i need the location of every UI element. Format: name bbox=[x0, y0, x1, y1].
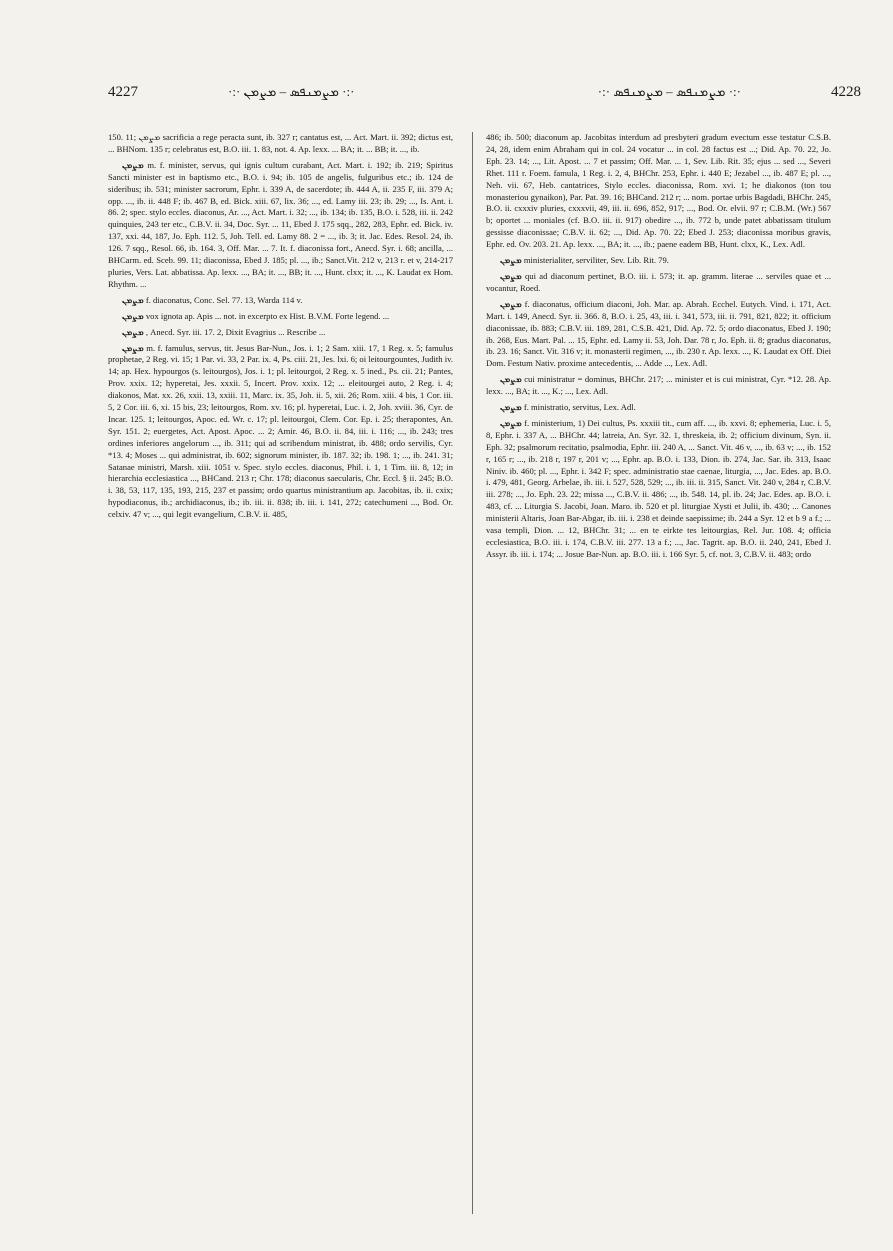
entry-text: f. diaconatus, officium diaconi, Joh. Mar. ap. Abrah. Ecchel. Eutych. Vind. i. 171, Act. Mart. i. 149, Anecd. Syr. ii. 366. 8, B.O. i. 25, 43, iii. i. 341, 573, iii. ii. 791, 821, 822; it. officium diaconissae, ib. 883; C.B.V. iii. 189, 281, C.S.B. 421, Did. Ap. 72. 5; ordo diaconatus, Ebed J. 190; ib. 268, Eus. Mart. Pal. ... 15, Ephr. ed. Lamy ii. 53, Joh. Dar. 78 r, Jo. Eph. ii. 8; gradus diaconatus, ib. 23. 16; Sanct. Vit. 316 v; it. monasterii regimen, ..., ib. 230 r. Ap. lexx. ..., K. Laudat ex Off. Diei Dom. Festum Nativ. proxime antecedentis, ... Adde ..., Lex. Adl. bbox=[486, 298, 831, 369]
dictionary-entry bbox=[486, 255, 831, 267]
dictionary-entry bbox=[486, 299, 831, 370]
entry-headword: ܡܨܡܢ bbox=[500, 270, 522, 281]
entry-text: 486; ib. 500; diaconum ap. Jacobitas interdum ad presbyteri gradum evectum esse testatur C.S.B. 24, 28, idem enim Abraham qui in col. 24 vocatur ... in col. 28 factus est ...; Did. Ap. 70. 22, Jo. Eph. 23. 14; ..., Lit. Apost. ... 7 et passim; Off. Mar. ... 1, Sev. Lib. Rit. 35; ejus ... sed ..., Severi Rhet. 111 r. Foem. famula, 1 Reg. i. 2, 4, BHChr. 253, Ephr. i. 440 E; Jezabel ..., ib. 487 E; pl. ..., Neh. vii. 67, Heb. cantatrices, Stylo eccles. diaconissa, Rom. xvi. 1; he diakonos (ton tou monasteriou gynaikon), Par. Pat. 39. 16; BHCand. 212 r; ... nom. portae urbis Bagdadi, BHChr. 245, B.O. ii. cxxxiv pluries, cxxxvii, 49, iii. ii. 696, 852, 917; ..., Bod. Or. elvii. 97 r; C.B.M. (Wr.) 567 b; oportet ... moniales (cf. B.O. iii. ii. 917) obedire ..., ib. 772 b, unde patet abbatissam titulum gessisse diaconissae; C.B.V. ii. 62; ..., Did. Ap. 70. 22; Ebed J. 253; diaconissa moribus gravis, Ephr. ed. Ov. 203. 21. Ap. lexx. ..., BA; it. ..., ib.; paene eadem BB, Hunt. clxx, K., Lex. Adl. bbox=[486, 132, 831, 250]
dictionary-entry bbox=[108, 295, 453, 307]
right-column bbox=[486, 132, 831, 565]
dictionary-entry bbox=[486, 418, 831, 561]
entry-text: cui ministratur = dominus, BHChr. 217; ... minister et is cui ministrat, Cyr. *12. 28. Ap. lexx. ..., BA; it. ..., K.; ..., Lex. Adl. bbox=[486, 374, 831, 397]
entry-text: f. ministerium, 1) Dei cultus, Ps. xxxiii tit., cum aff. ..., ib. xxvi. 8; ephemeria, Luc. i. 5, 8, Ephr. i. 337 A, ... BHChr. 44; latreia, An. Syr. 32. 1, threskeia, ib. 2; officium divinum, Syn. ii. Eph. 32; psalmorum recitatio, psalmodia, Ephr. iii. 240 A, ... Sanct. Vit. 46 v, ..., ib. 63 v; ..., ib. 152 r, 165 r; ..., ib. 218 r, 197 r, 201 v; ..., Ephr. ap. B.O. i. 133, Dion. ib. 274, Jac. Sar. ib. 313, Isaac Niniv. ib. 460; pl. ..., Ephr. i. 342 F; spec. administratio stae caenae, liturgia, ..., Jac. Edes. ap. B.O. i. 479, 481, Georg. Arbelae, ib. iii. i. 527, 528, 529; ..., ib. iii. ii. 315, Sanct. Vit. 240 v, 284 r, C.B.V. iii. 278; ..., Jo. Eph. 23. 22; missa ..., C.B.V. ii. 486; ..., ib. 548. 14, pl. ib. 24; Jac. Edes. ap. B.O. i. 483, cf. ... Liturgia S. Jacobi, Joan. Maro. ib. 520 et pl. liturgiae Xysti et Julii, ib. 430; ... Canones ministerii Altaris, Joan Bar-Abgar, ib. iii. i. 238 et deinde saepissime; ib. 244 a Syr. 12 et b 9 a f.; ... vasa templi, Dion. ... 12, BHChr. 31; ... en te eirkte tes leitourgias, Rel. Jur. 108. 4; officia ecclesiastica, B.O. iii. i. 174, C.B.V. iii. 277. 13 a f.; ..., Jac. Tagrit. ap. B.O. ii. 240, 241, Ebed J. Assyr. ib. iii. i. 174; ... Josue Bar-Nun. ap. B.O. iii. i. 166 Syr. 5, cf. not. 3, C.B.V. ii. 483; ordo bbox=[486, 417, 831, 559]
entry-text: m. f. minister, servus, qui ignis cultum curabant, Act. Mart. i. 192; ib. 219; Spiritus Sancti minister est in baptismo etc., B.O. i. 94; ib. 105 de angelis, fulguribus etc.; ib. 124 de sideribus; ib. 531; minister sacrorum, Ephr. i. 339 A, de sacerdote; ib. 444 A, ii. 235 F, iii. 379 A; opp. ..., ib. ii. 448 F; ib. 467 B, ed. Bick. xiii. 67, lix. 36; ..., ed. Lamy iii. 23; ib. 29; ..., Is. Ant. i. 86. 2; spec. stylo eccles. diaconus, Ar. ..., Act. Mart. i. 32; ..., ib. 134; ib. 135, B.O. i. 528, iii. ii. 242 quinquies, 243 ter etc., C.B.V. ii. 34, Doc. Syr. ... 11, Ebed J. 175 sqq., 282, 283, Ephr. ed. Bick. iv. 137, xxi. 44, 187, Jo. Eph. 112. 5, Joh. Tell. ed. Lamy 88. 2 = ..., ib. 3; it. Jac. Edes. Resol. 24, ib. 126. 7 sqq., Resol. 66, ib. 164. 3, Off. Mar. ... 7. It. f. diaconissa fort., Anecd. Syr. i. 68; ancilla, ... BHCarm. ed. Sceb. 99. 11; diaconissa, Ebed J. 185; pl. ..., ib.; Sanct.Vit. 212 v, 213 r. et v, 214-217 pluries, Vers. Lat. abbatissa. Ap. lexx. ..., BA; it. ..., BB; it. ..., Hunt. clxx; it. ..., K. Laudat ex Hom. Rhythm. ... bbox=[108, 159, 453, 289]
entry-headword: ܡܨܡܢ bbox=[500, 255, 522, 266]
dictionary-entry bbox=[108, 343, 453, 522]
entry-headword: ܡܨܡܢ bbox=[500, 298, 522, 309]
entry-headword: ܡܨܡܢ bbox=[500, 417, 522, 428]
entry-text: ministerialiter, serviliter, Sev. Lib. Rit. 79. bbox=[523, 255, 669, 266]
dictionary-entry bbox=[486, 374, 831, 398]
entry-headword: ܡܨܡܢ bbox=[122, 310, 144, 321]
entry-headword: ܡܨܡܢ bbox=[122, 294, 144, 305]
page-number-left: 4227 bbox=[108, 84, 138, 100]
left-column bbox=[108, 132, 453, 525]
entry-text: 150. 11; ܡܨܡܢ sacrificia a rege peracta sunt, ib. 327 r; cantatus est, ... Act. Mart. ii. 392; dictus est, ... BHNom. 135 r; celebratus est, B.O. iii. 1. 83, not. 4. Ap. lexx. ... BA; it. ... BB; it. ..., ib. bbox=[108, 132, 454, 154]
dictionary-entry bbox=[108, 132, 453, 156]
dictionary-entry bbox=[108, 311, 453, 323]
entry-headword: ܡܨܡܢ bbox=[122, 326, 144, 337]
column-divider bbox=[472, 132, 473, 1214]
dictionary-entry bbox=[486, 402, 831, 414]
dictionary-entry bbox=[108, 327, 453, 339]
page-number-right: 4228 bbox=[831, 84, 861, 100]
entry-headword: ܡܨܡܢ bbox=[122, 342, 144, 353]
dictionary-entry bbox=[486, 132, 831, 251]
dictionary-entry bbox=[486, 271, 831, 295]
entry-text: , Anecd. Syr. iii. 17. 2, Dixit Evagrius ... Rescribe ... bbox=[145, 326, 326, 337]
entry-headword: ܡܨܡܢ bbox=[500, 374, 522, 385]
running-title-left: ·:· ܡܨܡܢܦܣ – ܡܨܡܢ ·:· bbox=[228, 84, 355, 99]
dictionary-entry bbox=[108, 160, 453, 291]
entry-headword: ܡܨܡܢ bbox=[500, 402, 522, 413]
entry-text: f. ministratio, servitus, Lex. Adl. bbox=[523, 402, 636, 413]
entry-text: qui ad diaconum pertinet, B.O. iii. i. 573; it. ap. gramm. literae ... serviles quae et ... vocantur, Roed. bbox=[486, 270, 831, 293]
entry-text: m. f. famulus, servus, tit. Jesus Bar-Nun., Jos. i. 1; 2 Sam. xiii. 17, 1 Reg. x. 5; famulus prophetae, 2 Reg. vi. 15; 1 Par. vi. 33, 2 Par. ix. 4, Ps. ciii. 21, Jes. lxi. 6; oi leitourgountes, Judith iv. 14; ap. Hex. hypourgos (s. leitourgos), Jos. i. 1; pl. leitourgoi, 2 Reg. x. 5 ined., Ps. cii. 21; Pantes, Prov. xxix. 12; hyperetai, Jes. xxxii. 5, Incert. Prov. xxix. 12; ... eleitourgei auto, 2 Reg. i. 4; diakonos, Mat. xx. 26, xxii. 13, xxiii. 11, Marc. ix. 35, Joh. ii. 5, xii. 26; Rom. xiii. 4 bis, 1 Cor. iii. 5, 2 Cor. iii. 6, xi. 15 bis, 23; leitourgos, Rom. xv. 16; pl. hyperetai, Luc. i. 2, Joh. xviii. 36, Cyr. de Incar. 125. 1; leitourgos, Apoc. ed. Wr. c. 17; pl. leitourgoi, Clem. Cor. Ep. i. 25; therapontes, An. Syr. 151. 2; euergetes, Act. Apost. Apoc. ... 2; Amir. 46, B.O. ii. 84, iii. i. 116; ..., ib. 243; tres ordines inferiores angelorum ..., ib. 311; qui ad scribendum ministrat, ib. 488; ordo servilis, Cyr. *13. 4; Moses ... qui administrat, ib. 602; signorum minister, ib. 187. 32; ib. 198. 1; ..., ib. 241. 31; Satanae ministri, Marsh. xiii. 1051 v. Spec. stylo eccles. diaconus, Phil. i. 1, 1 Tim. iii. 8, 12; in hierarchia ecclesiastica ..., BHCand. 213 r; Chr. 178; diaconus saecularis, Chr. Eccl. § ii. 245; B.O. i. 38, 53, 117, 135, 193, 215, 237 et passim; ordo quartus ministrantium ap. Jacobitas, ib. ii. cxix; hypodiaconus, ib.; archidiaconus, ib.; ib. iii. ii. 838; ib. iii. i. 141, 272; catechumeni ..., Bod. Or. celxiv. 47 v; ..., qui legit evangelium, C.B.V. ii. 485, bbox=[108, 342, 453, 520]
page-header bbox=[108, 84, 861, 106]
entry-text: f. diaconatus, Conc. Sel. 77. 13, Warda 114 v. bbox=[145, 294, 303, 305]
entry-headword: ܡܨܡܢ bbox=[122, 159, 144, 170]
entry-text: vox ignota ap. Apis ... not. in excerpto ex Hist. B.V.M. Forte legend. ... bbox=[145, 310, 390, 321]
running-title-right: ·:· ܡܨܡܢܦܣ – ܡܨܡܢܦܣ ·:· bbox=[597, 84, 741, 99]
